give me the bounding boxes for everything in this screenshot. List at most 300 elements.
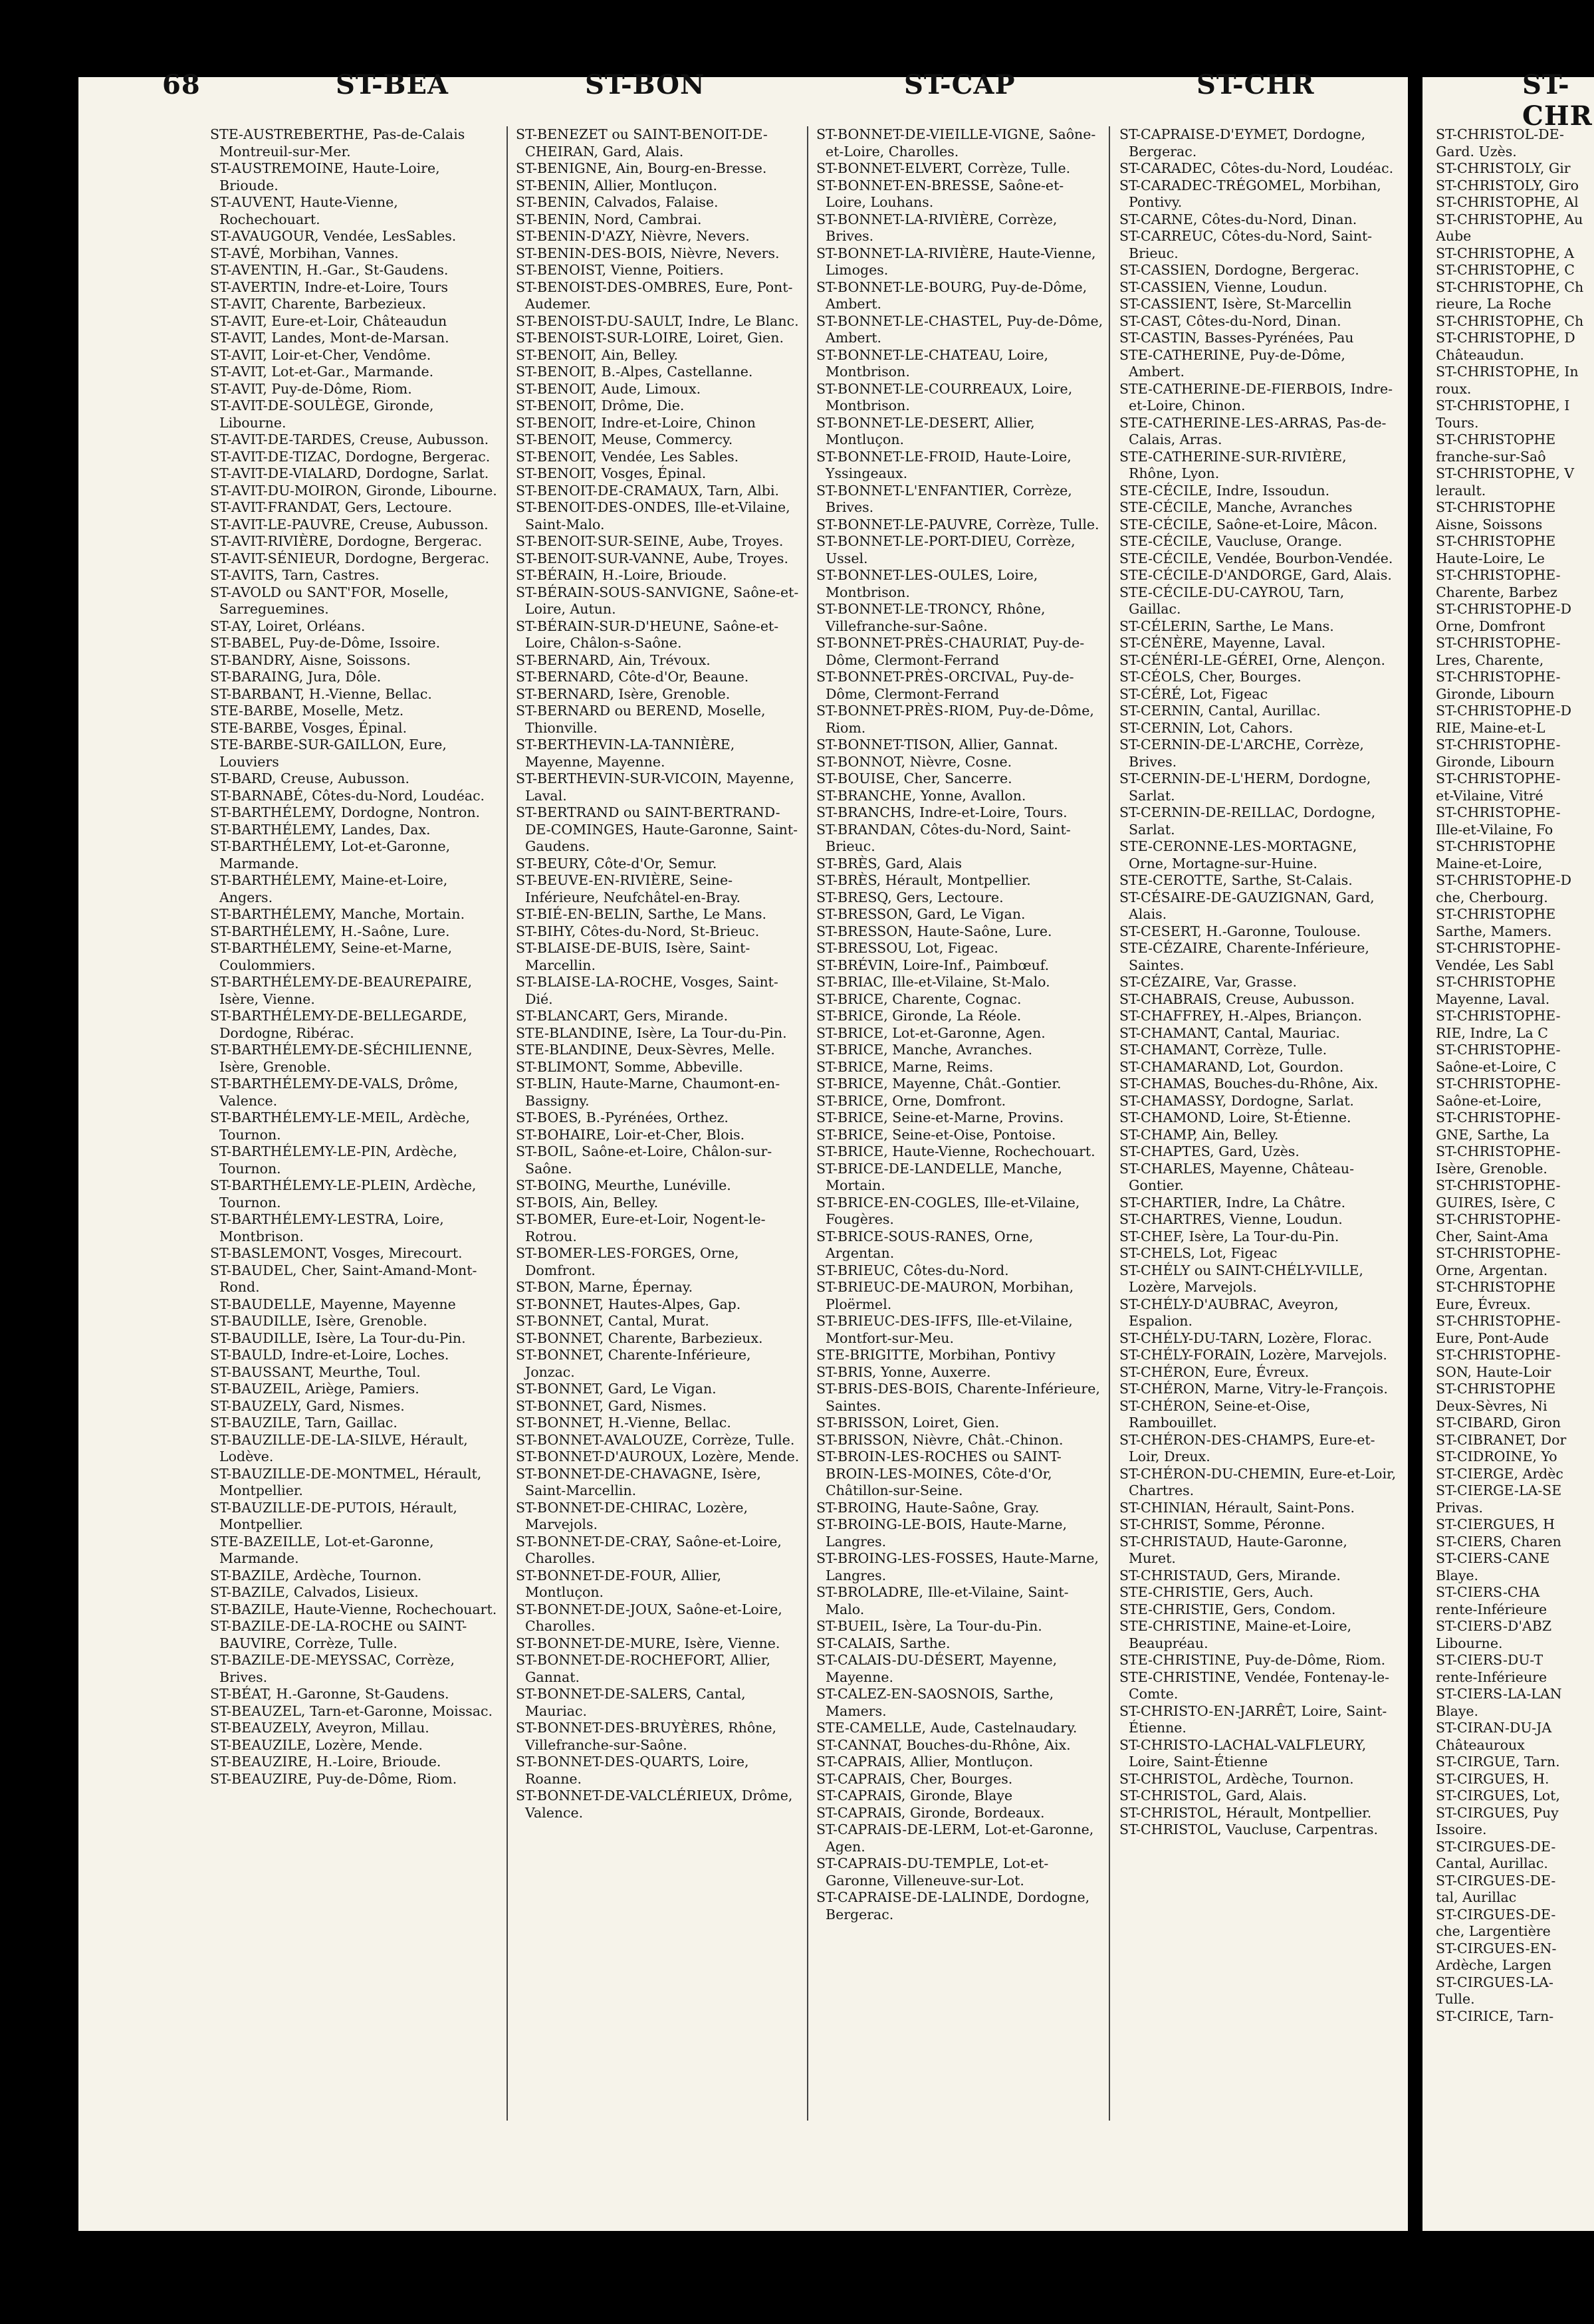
gazetteer-entry: ST-BRICE, Gironde, La Réole. xyxy=(816,1008,1022,1024)
next-page-fragment: rieure, La Roche xyxy=(1436,296,1551,312)
gazetteer-entry: ST-BONNET-DES-BRUYÈRES, Rhône, Villefranche-sur-Saône. xyxy=(516,1720,777,1753)
gazetteer-entry: ST-BONNOT, Nièvre, Cosne. xyxy=(816,753,1012,770)
gazetteer-entry: STE-CHRISTINE, Vendée, Fontenay-le-Comte. xyxy=(1119,1669,1390,1702)
next-page-fragment: Libourne. xyxy=(1436,1635,1503,1651)
gazetteer-entry: ST-BAUZEIL, Ariège, Pamiers. xyxy=(210,1381,419,1397)
gazetteer-entry: ST-BROIN-LES-ROCHES ou SAINT-BROIN-LES-MOINES, Côte-d'Or, Châtillon-sur-Seine. xyxy=(816,1449,1062,1498)
gazetteer-entry: ST-BARBANT, H.-Vienne, Bellac. xyxy=(210,685,432,702)
column-rule xyxy=(807,126,808,2121)
gazetteer-entry: ST-AVIT-FRANDAT, Gers, Lectoure. xyxy=(210,499,453,515)
next-page-fragment: ST-CIERGE, Ardèc xyxy=(1436,1465,1563,1482)
gazetteer-entry: ST-BRANCHS, Indre-et-Loire, Tours. xyxy=(816,804,1068,820)
next-page-fragment: roux. xyxy=(1436,380,1472,397)
gazetteer-entry: ST-BRICE, Charente, Cognac. xyxy=(816,990,1022,1007)
gazetteer-entry: ST-CHÉRON-DES-CHAMPS, Eure-et-Loir, Dreux. xyxy=(1119,1431,1375,1464)
gazetteer-entry: ST-BARTHÉLEMY, H.-Saône, Lure. xyxy=(210,923,450,939)
next-page-fragment: ST-CHRISTOPHE xyxy=(1436,499,1556,515)
gazetteer-entry: STE-CÉCILE, Manche, Avranches xyxy=(1119,499,1353,515)
gazetteer-entry: ST-BENOIT, Indre-et-Loire, Chinon xyxy=(516,414,756,431)
next-page-fragment: et-Vilaine, Vitré xyxy=(1436,787,1543,804)
gazetteer-entry: STE-CATHERINE-SUR-RIVIÈRE, Rhône, Lyon. xyxy=(1119,448,1347,481)
gazetteer-entry: ST-BRICE, Haute-Vienne, Rochechouart. xyxy=(816,1143,1095,1159)
next-page-fragment: Eure, Évreux. xyxy=(1436,1296,1531,1312)
gazetteer-entry: ST-CAPRAISE-DE-LALINDE, Dordogne, Bergerac. xyxy=(816,1889,1090,1922)
next-page-fragment: ST-CHRISTOPHE- xyxy=(1436,1347,1561,1363)
next-page-fragment: rente-Inférieure xyxy=(1436,1601,1547,1617)
next-page-fragment: Châteaudun. xyxy=(1436,346,1524,363)
gazetteer-entry: ST-BABEL, Puy-de-Dôme, Issoire. xyxy=(210,635,441,651)
next-page-fragment: ST-CHRISTOPHE- xyxy=(1436,1109,1561,1125)
next-page-fragment: ST-CHRISTOPHE- xyxy=(1436,737,1561,753)
gazetteer-entry: ST-BENOIT, Aude, Limoux. xyxy=(516,380,701,397)
gazetteer-entry: ST-AVIT, Landes, Mont-de-Marsan. xyxy=(210,330,449,346)
gazetteer-entry: ST-CHRISTOL, Hérault, Montpellier. xyxy=(1119,1804,1372,1821)
gazetteer-entry: ST-BENOIT-SUR-SEINE, Aube, Troyes. xyxy=(516,533,784,549)
gazetteer-entry: ST-BÉAT, H.-Garonne, St-Gaudens. xyxy=(210,1686,449,1702)
next-page-fragment: ST-CIRGUES-LA- xyxy=(1436,1974,1553,1990)
gazetteer-entry: ST-BARTHÉLEMY-LE-MEIL, Ardèche, Tournon. xyxy=(210,1109,471,1143)
running-head-4: ST-CHR xyxy=(1196,69,1315,100)
gazetteer-entry: ST-BLAISE-LA-ROCHE, Vosges, Saint-Dié. xyxy=(516,974,778,1007)
gazetteer-entry: ST-BRESSON, Gard, Le Vigan. xyxy=(816,906,1026,922)
gazetteer-entry: ST-BONNET, Charente, Barbezieux. xyxy=(516,1330,763,1346)
gazetteer-entry: ST-BONNET-LES-OULES, Loire, Montbrison. xyxy=(816,567,1038,600)
gazetteer-entry: ST-BERNARD, Ain, Trévoux. xyxy=(516,651,711,668)
gazetteer-entry: ST-CHARTIER, Indre, La Châtre. xyxy=(1119,1194,1346,1211)
next-page-fragment: ST-CHRISTOPHE, Al xyxy=(1436,194,1579,210)
next-page-fragment: ST-CHRISTOPHE-D xyxy=(1436,872,1571,888)
gazetteer-entry: ST-BLIN, Haute-Marne, Chaumont-en-Bassigny. xyxy=(516,1076,780,1109)
gazetteer-entry: ST-BUEIL, Isère, La Tour-du-Pin. xyxy=(816,1618,1042,1634)
gazetteer-entry: ST-BONNET, Gard, Le Vigan. xyxy=(516,1381,717,1397)
next-page-fragment: ST-CHRISTOPHE, In xyxy=(1436,364,1579,380)
gazetteer-entry: ST-BAUSSANT, Meurthe, Toul. xyxy=(210,1363,421,1380)
gazetteer-entry: ST-BONNET-DE-VIEILLE-VIGNE, Saône-et-Loire, Charolles. xyxy=(816,126,1096,160)
gazetteer-entry: ST-AVIT-RIVIÈRE, Dordogne, Bergerac. xyxy=(210,533,483,549)
next-page-fragment: Aisne, Soissons xyxy=(1436,516,1543,532)
next-page-fragment: Tours. xyxy=(1436,414,1479,431)
gazetteer-entry: ST-BOHAIRE, Loir-et-Cher, Blois. xyxy=(516,1126,745,1143)
next-page-fragment: ST-CHRISTOPHE- xyxy=(1436,669,1561,685)
gazetteer-entry: ST-BONNET-LE-COURREAUX, Loire, Montbrison. xyxy=(816,380,1073,413)
next-page-fragment: ST-CHRISTOPHE xyxy=(1436,838,1556,854)
running-head-3: ST-CAP xyxy=(904,69,1016,100)
next-page-fragment: ST-CHRISTOPHE- xyxy=(1436,1211,1561,1227)
gazetteer-entry: ST-BOMER-LES-FORGES, Orne, Domfront. xyxy=(516,1245,739,1278)
gazetteer-entry: ST-CASSIEN, Vienne, Loudun. xyxy=(1119,279,1327,295)
gazetteer-entry: ST-BRIAC, Ille-et-Vilaine, St-Malo. xyxy=(816,974,1050,990)
next-page-fragment: ST-CIERGE-LA-SE xyxy=(1436,1482,1562,1498)
gazetteer-entry: STE-CHRISTINE, Maine-et-Loire, Beaupréau. xyxy=(1119,1618,1352,1651)
next-page-fragment: ST-CHRISTOPHE xyxy=(1436,431,1556,447)
gazetteer-entry: STE-CÉCILE-D'ANDORGE, Gard, Alais. xyxy=(1119,567,1392,583)
gazetteer-entry: ST-BRIEUC-DES-IFFS, Ille-et-Vilaine, Montfort-sur-Meu. xyxy=(816,1313,1073,1346)
gazetteer-entry: ST-CHAMASSY, Dordogne, Sarlat. xyxy=(1119,1092,1354,1109)
gazetteer-entry: ST-CHÉLY-D'AUBRAC, Aveyron, Espalion. xyxy=(1119,1296,1339,1329)
gazetteer-entry: ST-AVIT-DE-VIALARD, Dordogne, Sarlat. xyxy=(210,465,489,481)
gazetteer-entry: ST-CAPRAIS-DU-TEMPLE, Lot-et-Garonne, Villeneuve-sur-Lot. xyxy=(816,1855,1049,1889)
gazetteer-entry: ST-CÉZAIRE, Var, Grasse. xyxy=(1119,974,1298,990)
gazetteer-entry: ST-BAUZILLE-DE-PUTOIS, Hérault, Montpellier. xyxy=(210,1499,457,1532)
gazetteer-entry: ST-BONNET-AVALOUZE, Corrèze, Tulle. xyxy=(516,1431,795,1448)
next-page-fragment: ST-CIRGUES, Lot, xyxy=(1436,1788,1560,1803)
gazetteer-entry: ST-CHÉRON, Eure, Évreux. xyxy=(1119,1363,1309,1380)
gazetteer-entry: ST-BRIEUC, Côtes-du-Nord. xyxy=(816,1262,1009,1278)
gazetteer-entry: ST-AVÉ, Morbihan, Vannes. xyxy=(210,245,399,261)
next-page-fragment: ST-CHRISTOPHE, Ch xyxy=(1436,312,1584,329)
next-page-fragment: RIE, Indre, La C xyxy=(1436,1024,1548,1041)
gazetteer-entry: STE-AUSTREBERTHE, Pas-de-Calais Montreuil-sur-Mer. xyxy=(210,126,465,160)
gazetteer-entry: ST-CHÉLY-DU-TARN, Lozère, Florac. xyxy=(1119,1330,1373,1346)
next-page-fragment: ST-CIDROINE, Yo xyxy=(1436,1449,1557,1464)
gazetteer-entry: ST-BAULD, Indre-et-Loire, Loches. xyxy=(210,1347,449,1363)
gazetteer-entry: ST-BARTHÉLEMY, Seine-et-Marne, Coulommiers. xyxy=(210,940,453,973)
gazetteer-entry: ST-CHAMANT, Corrèze, Tulle. xyxy=(1119,1042,1327,1058)
gazetteer-entry: ST-BONNET-LA-RIVIÈRE, Corrèze, Brives. xyxy=(816,211,1058,244)
gazetteer-entry: ST-CASSIENT, Isère, St-Marcellin xyxy=(1119,296,1352,312)
gazetteer-entry: ST-CARADEC-TRÉGOMEL, Morbihan, Pontivy. xyxy=(1119,177,1381,210)
next-page-fragment: lerault. xyxy=(1436,482,1486,499)
gazetteer-entry: ST-BRÉVIN, Loire-Inf., Paimbœuf. xyxy=(816,957,1050,973)
gazetteer-entry: STE-CATHERINE, Puy-de-Dôme, Ambert. xyxy=(1119,346,1345,380)
next-page-fragment: ST-CHRISTOPHE, I xyxy=(1436,398,1570,413)
next-page-fragment: ST-CHRISTOPHE, A xyxy=(1436,245,1575,261)
gazetteer-entry: ST-CÉRÉ, Lot, Figeac xyxy=(1119,685,1268,702)
gazetteer-entry: ST-BAZILE-DE-LA-ROCHE ou SAINT-BAUVIRE, Corrèze, Tulle. xyxy=(210,1618,467,1651)
gazetteer-entry: ST-CHAMOND, Loire, St-Étienne. xyxy=(1119,1109,1351,1125)
gazetteer-entry: ST-BOIS, Ain, Belley. xyxy=(516,1194,659,1211)
next-page-fragment: Sarthe, Mamers. xyxy=(1436,923,1552,939)
next-page-fragment: ST-CHRISTOPHE- xyxy=(1436,1177,1561,1193)
next-page-fragment: ST-CIERS-CHA xyxy=(1436,1584,1540,1600)
gazetteer-entry: ST-CÉNÈRE, Mayenne, Laval. xyxy=(1119,635,1326,651)
gazetteer-entry: ST-BAZILE, Haute-Vienne, Rochechouart. xyxy=(210,1601,497,1617)
gazetteer-entry: ST-BLANCART, Gers, Mirande. xyxy=(516,1008,729,1024)
gazetteer-entry: ST-BROING-LE-BOIS, Haute-Marne, Langres. xyxy=(816,1516,1068,1550)
gazetteer-entry: ST-BRISSON, Nièvre, Chât.-Chinon. xyxy=(816,1431,1064,1448)
gazetteer-entry: ST-CÉOLS, Cher, Bourges. xyxy=(1119,669,1302,685)
gazetteer-entry: ST-BAZILE, Ardèche, Tournon. xyxy=(210,1567,422,1583)
gazetteer-entry: ST-BRICE, Lot-et-Garonne, Agen. xyxy=(816,1024,1046,1041)
gazetteer-entry: ST-CESERT, H.-Garonne, Toulouse. xyxy=(1119,923,1361,939)
gazetteer-entry: ST-CHAMANT, Cantal, Mauriac. xyxy=(1119,1024,1340,1041)
gazetteer-entry: STE-CHRISTINE, Puy-de-Dôme, Riom. xyxy=(1119,1652,1386,1668)
gazetteer-entry: ST-CHRISTO-LACHAL-VALFLEURY, Loire, Saint-Étienne xyxy=(1119,1736,1367,1770)
gazetteer-entry: ST-CAPRAIS, Gironde, Blaye xyxy=(816,1788,1013,1803)
gazetteer-entry: ST-BARTHÉLEMY-DE-VALS, Drôme, Valence. xyxy=(210,1076,459,1109)
gazetteer-entry: ST-BIÉ-EN-BELIN, Sarthe, Le Mans. xyxy=(516,906,767,922)
gazetteer-entry: ST-BENOIT, Ain, Belley. xyxy=(516,346,678,363)
gazetteer-entry: ST-BONNET-DE-CHIRAC, Lozère, Marvejols. xyxy=(516,1499,748,1532)
gazetteer-entry: ST-BAUDEL, Cher, Saint-Amand-Mont-Rond. xyxy=(210,1262,477,1295)
gazetteer-entry: ST-CHRISTO-EN-JARRÊT, Loire, Saint-Étienne. xyxy=(1119,1702,1387,1736)
gazetteer-entry: ST-BRICE-SOUS-RANES, Orne, Argentan. xyxy=(816,1228,1034,1261)
gazetteer-entry: ST-BENIN, Allier, Montluçon. xyxy=(516,177,717,193)
next-page-fragment: ST-CHRISTOPHE xyxy=(1436,1381,1556,1397)
gazetteer-entry: ST-BONNET-LE-CHATEAU, Loire, Montbrison. xyxy=(816,346,1049,380)
gazetteer-entry: ST-BLAISE-DE-BUIS, Isère, Saint-Marcellin. xyxy=(516,940,750,973)
gazetteer-entry: ST-BAZILE, Calvados, Lisieux. xyxy=(210,1584,419,1600)
gazetteer-entry: ST-BONNET-LE-TRONCY, Rhône, Villefranche-sur-Saône. xyxy=(816,601,1046,634)
next-page-fragment: Cher, Saint-Ama xyxy=(1436,1228,1549,1244)
next-page-fragment: ST-CIERS-CANE xyxy=(1436,1550,1550,1566)
next-page-fragment: Orne, Domfront xyxy=(1436,618,1545,634)
next-page-fragment: Saône-et-Loire, C xyxy=(1436,1058,1557,1075)
gazetteer-entry: STE-CÉCILE, Indre, Issoudun. xyxy=(1119,482,1330,499)
gazetteer-entry: ST-BONNET-L'ENFANTIER, Corrèze, Brives. xyxy=(816,482,1072,515)
gazetteer-entry: ST-CALAIS-DU-DÉSERT, Mayenne, Mayenne. xyxy=(816,1652,1058,1685)
gazetteer-entry: ST-CHABRAIS, Creuse, Aubusson. xyxy=(1119,990,1355,1007)
gazetteer-entry: ST-BONNET, H.-Vienne, Bellac. xyxy=(516,1415,731,1431)
gazetteer-entry: ST-BENIN-DES-BOIS, Nièvre, Nevers. xyxy=(516,245,780,261)
next-page-fragment: ST-CHRISTOPHE, Ch xyxy=(1436,279,1584,295)
gazetteer-entry: ST-BRICE, Mayenne, Chât.-Gontier. xyxy=(816,1076,1062,1092)
gazetteer-entry: ST-BARAING, Jura, Dôle. xyxy=(210,669,382,685)
gazetteer-entry: ST-BRÈS, Gard, Alais xyxy=(816,855,963,872)
gazetteer-entry: ST-BRIS-DES-BOIS, Charente-Inférieure, Saintes. xyxy=(816,1381,1100,1414)
gazetteer-entry: STE-BAZEILLE, Lot-et-Garonne, Marmande. xyxy=(210,1533,434,1566)
next-page-fragment: ST-CHRISTOPHE, Au xyxy=(1436,211,1583,227)
next-page-fragment: Gironde, Libourn xyxy=(1436,753,1555,770)
gazetteer-entry: STE-CEROTTE, Sarthe, St-Calais. xyxy=(1119,872,1353,888)
gazetteer-entry: ST-BONNET, Charente-Inférieure, Jonzac. xyxy=(516,1347,751,1380)
column-rule xyxy=(507,126,508,2121)
gazetteer-entry: ST-CALAIS, Sarthe. xyxy=(816,1635,951,1651)
gazetteer-entry: ST-CERNIN, Lot, Cahors. xyxy=(1119,719,1294,736)
next-page-fragment: Privas. xyxy=(1436,1499,1483,1516)
next-page-fragment: franche-sur-Saô xyxy=(1436,448,1546,465)
gazetteer-entry: ST-BEURY, Côte-d'Or, Semur. xyxy=(516,855,717,872)
next-page-fragment: GNE, Sarthe, La xyxy=(1436,1126,1549,1143)
gazetteer-entry: ST-CAPRAIS, Cher, Bourges. xyxy=(816,1770,1013,1787)
gazetteer-entry: ST-BENOIST, Vienne, Poitiers. xyxy=(516,262,724,278)
gazetteer-entry: ST-BRICE, Seine-et-Marne, Provins. xyxy=(816,1109,1064,1125)
gazetteer-entry: ST-BENEZET ou SAINT-BENOIT-DE-CHEIRAN, Gard, Alais. xyxy=(516,126,768,160)
gazetteer-entry: ST-BRÈS, Hérault, Montpellier. xyxy=(816,872,1031,888)
next-page-fragment: Blaye. xyxy=(1436,1702,1479,1719)
gazetteer-entry: ST-BRICE-EN-COGLES, Ille-et-Vilaine, Fougères. xyxy=(816,1194,1080,1227)
gazetteer-entry: ST-BONNET-DE-VALCLÉRIEUX, Drôme, Valence. xyxy=(516,1788,793,1821)
next-page-fragment: Maine-et-Loire, xyxy=(1436,855,1543,872)
gazetteer-entry: ST-BAUDILLE, Isère, La Tour-du-Pin. xyxy=(210,1330,466,1346)
gazetteer-entry: ST-BENOIST-DU-SAULT, Indre, Le Blanc. xyxy=(516,312,799,329)
gazetteer-entry: ST-BARTHÉLEMY, Dordogne, Nontron. xyxy=(210,804,481,820)
next-page-fragment: che, Largentière xyxy=(1436,1923,1551,1939)
gazetteer-entry: ST-BRICE-DE-LANDELLE, Manche, Mortain. xyxy=(816,1160,1062,1193)
gazetteer-entry: ST-BENOIT-SUR-VANNE, Aube, Troyes. xyxy=(516,550,788,566)
gazetteer-entry: ST-BANDRY, Aisne, Soissons. xyxy=(210,651,411,668)
gazetteer-entry: ST-CHEF, Isère, La Tour-du-Pin. xyxy=(1119,1228,1339,1244)
gazetteer-entry: ST-BONNET-LE-BOURG, Puy-de-Dôme, Ambert. xyxy=(816,279,1087,312)
gazetteer-entry: ST-CHRISTOL, Ardèche, Tournon. xyxy=(1119,1770,1354,1787)
next-page-fragment: ST-CHRISTOPHE- xyxy=(1436,1042,1561,1058)
gazetteer-entry: ST-CERNIN, Cantal, Aurillac. xyxy=(1119,703,1321,719)
gazetteer-entry: ST-BAUZILLE-DE-LA-SILVE, Hérault, Lodève. xyxy=(210,1431,468,1464)
next-page-column xyxy=(1436,126,1594,2121)
next-page-fragment: ST-CIRGUES-DE- xyxy=(1436,1872,1556,1889)
gazetteer-entry: ST-BEAUZILE, Lozère, Mende. xyxy=(210,1736,423,1753)
gazetteer-entry: ST-BENOIT-DES-ONDES, Ille-et-Vilaine, Saint-Malo. xyxy=(516,499,790,532)
next-page-fragment: ST-CHRISTOPHE- xyxy=(1436,1245,1561,1261)
gazetteer-entry: ST-CAPRAIS, Allier, Montluçon. xyxy=(816,1754,1034,1770)
gazetteer-entry: ST-BERTHEVIN-SUR-VICOIN, Mayenne, Laval. xyxy=(516,770,794,804)
next-page-fragment: GUIRES, Isère, C xyxy=(1436,1194,1555,1211)
gazetteer-entry: ST-BENIN, Calvados, Falaise. xyxy=(516,194,719,210)
gazetteer-entry: ST-CHINIAN, Hérault, Saint-Pons. xyxy=(1119,1499,1355,1516)
gazetteer-entry: ST-CHRIST, Somme, Péronne. xyxy=(1119,1516,1325,1532)
gazetteer-entry: ST-CÉLERIN, Sarthe, Le Mans. xyxy=(1119,618,1334,634)
next-page-fragment: tal, Aurillac xyxy=(1436,1889,1517,1905)
gazetteer-entry: ST-CALEZ-EN-SAOSNOIS, Sarthe, Mamers. xyxy=(816,1686,1054,1719)
gazetteer-entry: ST-BARNABÉ, Côtes-du-Nord, Loudéac. xyxy=(210,787,485,804)
gazetteer-entry: ST-CHÉRON, Marne, Vitry-le-François. xyxy=(1119,1381,1388,1397)
next-page-fragment: Blaye. xyxy=(1436,1567,1479,1583)
next-page-fragment: ST-CHRISTOPHE- xyxy=(1436,770,1561,786)
next-page-fragment: Eure, Pont-Aude xyxy=(1436,1330,1549,1346)
gazetteer-entry: ST-AVIT, Loir-et-Cher, Vendôme. xyxy=(210,346,431,363)
gazetteer-entry: STE-CATHERINE-DE-FIERBOIS, Indre-et-Loire, Chinon. xyxy=(1119,380,1393,413)
gazetteer-entry: ST-BAUDILLE, Isère, Grenoble. xyxy=(210,1313,427,1329)
next-page-fragment: ST-CIRGUES, H. xyxy=(1436,1770,1549,1787)
gazetteer-entry: ST-CHÉLY ou SAINT-CHÉLY-VILLE, Lozère, Marvejols. xyxy=(1119,1262,1363,1295)
next-page-fragment: ST-CIERS, Charen xyxy=(1436,1533,1561,1550)
gazetteer-entry: ST-BAUZELY, Gard, Nismes. xyxy=(210,1397,405,1414)
gazetteer-entry: STE-CÉCILE, Vaucluse, Orange. xyxy=(1119,533,1343,549)
gazetteer-entry: ST-AVENTIN, H.-Gar., St-Gaudens. xyxy=(210,262,449,278)
gazetteer-entry: ST-BENOIST-DES-OMBRES, Eure, Pont-Audemer. xyxy=(516,279,793,312)
next-page-fragment: ST-CHRISTOPHE- xyxy=(1436,1313,1561,1329)
gazetteer-entry: ST-AVIT-LE-PAUVRE, Creuse, Aubusson. xyxy=(210,516,489,532)
gazetteer-entry: ST-BENIN, Nord, Cambrai. xyxy=(516,211,702,227)
column-4 xyxy=(1119,126,1397,2121)
gazetteer-entry: ST-CERNIN-DE-REILLAC, Dordogne, Sarlat. xyxy=(1119,804,1376,838)
gazetteer-entry: ST-CAST, Côtes-du-Nord, Dinan. xyxy=(1119,312,1341,329)
gazetteer-entry: ST-BRANCHE, Yonne, Avallon. xyxy=(816,787,1026,804)
gazetteer-entry: ST-BONNET-DES-QUARTS, Loire, Roanne. xyxy=(516,1754,749,1787)
gazetteer-entry: ST-CARREUC, Côtes-du-Nord, Saint-Brieuc. xyxy=(1119,228,1373,261)
gazetteer-entry: ST-BONNET-ELVERT, Corrèze, Tulle. xyxy=(816,160,1071,176)
gazetteer-entry: ST-BEAUZIRE, Puy-de-Dôme, Riom. xyxy=(210,1770,457,1787)
gazetteer-entry: ST-BÉRAIN, H.-Loire, Brioude. xyxy=(516,567,727,583)
gazetteer-entry: ST-BONNET-LE-CHASTEL, Puy-de-Dôme, Ambert. xyxy=(816,312,1103,346)
page-number: 68 xyxy=(162,69,201,100)
gazetteer-entry: ST-BENOIT, Meuse, Commercy. xyxy=(516,431,733,447)
gazetteer-entry: ST-BENIGNE, Ain, Bourg-en-Bresse. xyxy=(516,160,767,176)
next-page-fragment: Tulle. xyxy=(1436,1991,1475,2007)
gazetteer-entry: ST-BOES, B.-Pyrénées, Orthez. xyxy=(516,1109,729,1125)
gazetteer-entry: ST-BONNET-LE-PAUVRE, Corrèze, Tulle. xyxy=(816,516,1099,532)
gazetteer-entry: ST-BARTHÉLEMY-LE-PLEIN, Ardèche, Tournon. xyxy=(210,1177,477,1211)
next-page-fragment: Ille-et-Vilaine, Fo xyxy=(1436,821,1553,838)
gazetteer-entry: ST-BARTHÉLEMY, Lot-et-Garonne, Marmande. xyxy=(210,838,451,872)
column-2 xyxy=(516,126,802,2121)
gazetteer-entry: STE-CÉCILE, Saône-et-Loire, Mâcon. xyxy=(1119,516,1378,532)
gazetteer-entry: ST-BONNET-DE-CRAY, Saône-et-Loire, Charolles. xyxy=(516,1533,782,1566)
next-page-fragment: Isère, Grenoble. xyxy=(1436,1160,1547,1177)
gazetteer-entry: ST-BÉRAIN-SOUS-SANVIGNE, Saône-et-Loire, Autun. xyxy=(516,584,799,617)
gazetteer-entry: ST-BOING, Meurthe, Lunéville. xyxy=(516,1177,731,1193)
gazetteer-entry: ST-AVIT, Lot-et-Gar., Marmande. xyxy=(210,364,434,380)
gazetteer-entry: ST-CASTIN, Basses-Pyrénées, Pau xyxy=(1119,330,1354,346)
gazetteer-entry: ST-BONNET-DE-SALERS, Cantal, Mauriac. xyxy=(516,1686,746,1719)
gazetteer-entry: ST-BAZILE-DE-MEYSSAC, Corrèze, Brives. xyxy=(210,1652,455,1685)
next-page-fragment: ST-CIRGUES-DE- xyxy=(1436,1838,1556,1855)
gazetteer-entry: ST-BENOIT, Drôme, Die. xyxy=(516,398,685,413)
next-page-fragment: ST-CHRISTOPHE- xyxy=(1436,940,1561,956)
gazetteer-entry: STE-CÉCILE-DU-CAYROU, Tarn, Gaillac. xyxy=(1119,584,1345,617)
gazetteer-entry: ST-CARADEC, Côtes-du-Nord, Loudéac. xyxy=(1119,160,1394,176)
gazetteer-entry: ST-BRIS, Yonne, Auxerre. xyxy=(816,1363,991,1380)
next-page-fragment: ST-CHRISTOPHE, D xyxy=(1436,330,1575,346)
gazetteer-entry: ST-BERNARD ou BEREND, Moselle, Thionville. xyxy=(516,703,766,736)
gazetteer-entry: ST-AVITS, Tarn, Castres. xyxy=(210,567,380,583)
gazetteer-entry: ST-BARTHÉLEMY, Manche, Mortain. xyxy=(210,906,465,922)
gazetteer-entry: ST-BENIN-D'AZY, Nièvre, Nevers. xyxy=(516,228,750,244)
next-page-fragment: SON, Haute-Loir xyxy=(1436,1363,1551,1380)
gazetteer-entry: ST-BONNET-LE-FROID, Haute-Loire, Yssingeaux. xyxy=(816,448,1072,481)
gazetteer-entry: ST-AVAUGOUR, Vendée, LesSables. xyxy=(210,228,457,244)
gazetteer-entry: ST-BRIEUC-DE-MAURON, Morbihan, Ploërmel. xyxy=(816,1279,1074,1312)
gazetteer-entry: ST-BONNET-LE-PORT-DIEU, Corrèze, Ussel. xyxy=(816,533,1076,566)
next-page-fragment: ST-CIRICE, Tarn- xyxy=(1436,2008,1554,2024)
gazetteer-entry: ST-CERNIN-DE-L'ARCHE, Corrèze, Brives. xyxy=(1119,737,1364,770)
column-1 xyxy=(210,126,500,2121)
gazetteer-entry: ST-CHRISTAUD, Gers, Mirande. xyxy=(1119,1567,1341,1583)
gazetteer-entry: ST-BRESSOU, Lot, Figeac. xyxy=(816,940,998,956)
gazetteer-entry: STE-BLANDINE, Deux-Sèvres, Melle. xyxy=(516,1042,775,1058)
gazetteer-entry: ST-BONNET-DE-CHAVAGNE, Isère, Saint-Marcellin. xyxy=(516,1465,761,1498)
gazetteer-entry: ST-BONNET, Hautes-Alpes, Gap. xyxy=(516,1296,741,1312)
gazetteer-entry: ST-BROING-LES-FOSSES, Haute-Marne, Langres. xyxy=(816,1550,1099,1583)
gazetteer-entry: ST-AVIT-DE-TIZAC, Dordogne, Bergerac. xyxy=(210,448,491,465)
gazetteer-entry: ST-CASSIEN, Dordogne, Bergerac. xyxy=(1119,262,1359,278)
next-page-fragment: ST-CIERS-DU-T xyxy=(1436,1652,1543,1668)
gazetteer-entry: ST-BROING, Haute-Saône, Gray. xyxy=(816,1499,1040,1516)
gazetteer-entry: ST-AVIT-DE-SOULÈGE, Gironde, Libourne. xyxy=(210,398,434,431)
gazetteer-entry: ST-BONNET-LA-RIVIÈRE, Haute-Vienne, Limoges. xyxy=(816,245,1096,278)
gazetteer-entry: STE-BRIGITTE, Morbihan, Pontivy xyxy=(816,1347,1056,1363)
gazetteer-entry: ST-BENOIT, Vosges, Épinal. xyxy=(516,465,707,481)
gazetteer-entry: STE-CÉZAIRE, Charente-Inférieure, Saintes. xyxy=(1119,940,1369,973)
gazetteer-entry: ST-BERNARD, Isère, Grenoble. xyxy=(516,685,731,702)
gazetteer-entry: STE-CAMELLE, Aude, Castelnaudary. xyxy=(816,1720,1078,1736)
gazetteer-entry: ST-BOIL, Saône-et-Loire, Châlon-sur-Saône. xyxy=(516,1143,772,1177)
gazetteer-entry: ST-BLIMONT, Somme, Abbeville. xyxy=(516,1058,743,1075)
gazetteer-entry: ST-BONNET-D'AUROUX, Lozère, Mende. xyxy=(516,1449,800,1464)
gazetteer-entry: ST-CHRISTAUD, Haute-Garonne, Muret. xyxy=(1119,1533,1347,1566)
gazetteer-entry: ST-CERNIN-DE-L'HERM, Dordogne, Sarlat. xyxy=(1119,770,1371,804)
next-page-fragment: Issoire. xyxy=(1436,1821,1487,1837)
gazetteer-entry: ST-CARNE, Côtes-du-Nord, Dinan. xyxy=(1119,211,1357,227)
gazetteer-entry: STE-CÉCILE, Vendée, Bourbon-Vendée. xyxy=(1119,550,1393,566)
gazetteer-entry: ST-CHRISTOL, Gard, Alais. xyxy=(1119,1788,1307,1803)
next-page-fragment: Gironde, Libourn xyxy=(1436,685,1555,702)
gazetteer-entry: ST-BEAUZIRE, H.-Loire, Brioude. xyxy=(210,1754,441,1770)
gazetteer-entry: ST-AVIT, Eure-et-Loir, Châteaudun xyxy=(210,312,447,329)
next-page-fragment: Ardèche, Largen xyxy=(1436,1957,1551,1973)
gazetteer-entry: ST-BARTHÉLEMY, Maine-et-Loire, Angers. xyxy=(210,872,448,905)
gazetteer-entry: ST-AVIT-DU-MOIRON, Gironde, Libourne. xyxy=(210,482,497,499)
gazetteer-entry: ST-BARD, Creuse, Aubusson. xyxy=(210,770,409,786)
gazetteer-entry: ST-CAPRAIS, Gironde, Bordeaux. xyxy=(816,1804,1045,1821)
next-page-fragment: ST-CHRISTOPHE, C xyxy=(1436,262,1575,278)
next-page-fragment: ST-CHRISTOPHE- xyxy=(1436,1143,1561,1159)
gazetteer-entry: ST-BOUISE, Cher, Sancerre. xyxy=(816,770,1012,786)
next-page-fragment: Orne, Argentan. xyxy=(1436,1262,1548,1278)
gazetteer-entry: ST-BAUZILE, Tarn, Gaillac. xyxy=(210,1415,398,1431)
gazetteer-entry: ST-BARTHÉLEMY, Landes, Dax. xyxy=(210,821,431,838)
gazetteer-entry: ST-CHAPTES, Gard, Uzès. xyxy=(1119,1143,1300,1159)
